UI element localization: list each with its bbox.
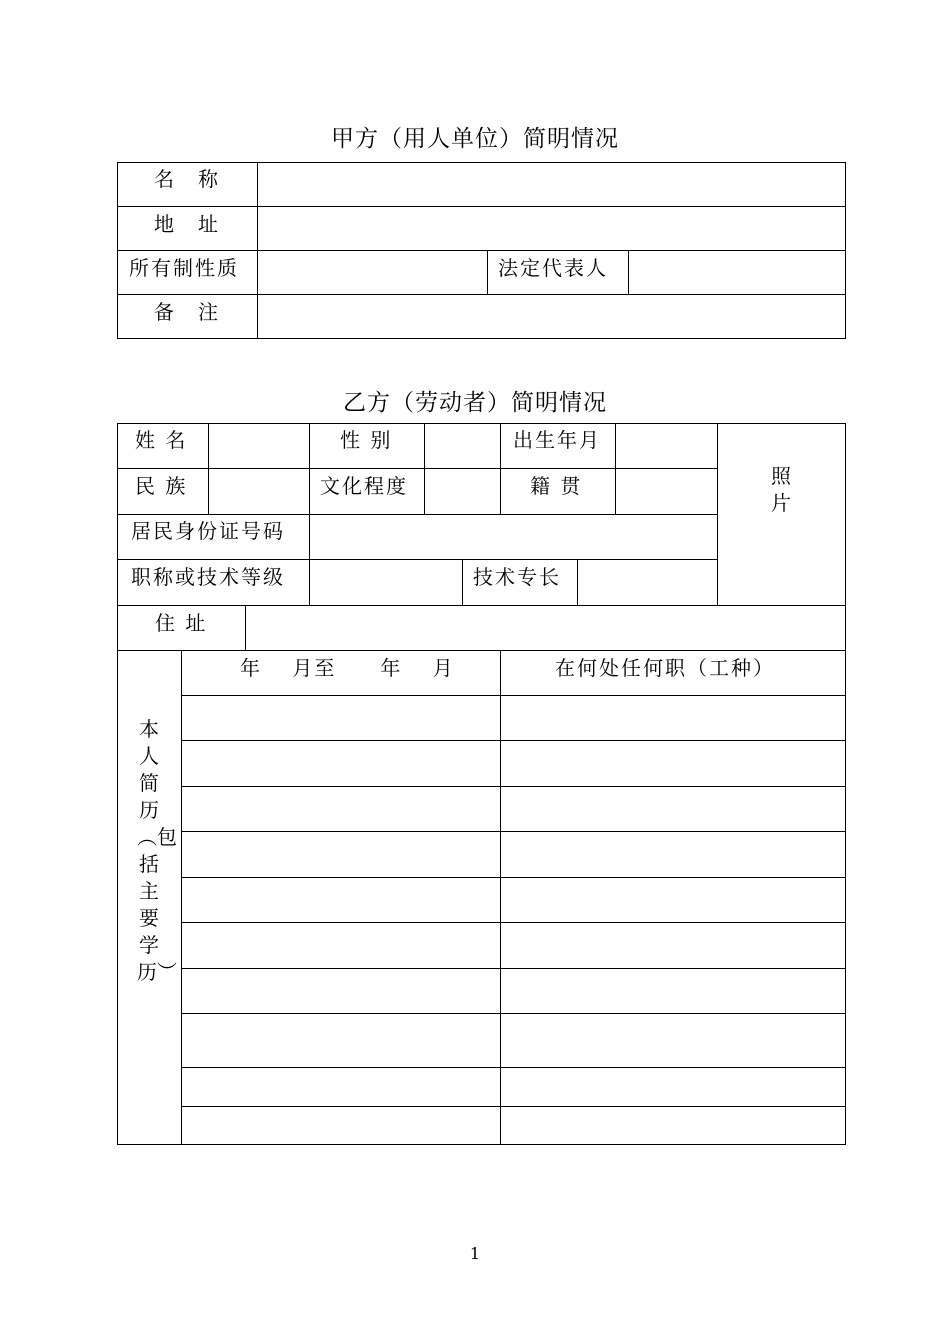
native-place-label: 籍 贯	[530, 474, 583, 498]
period-header: 年 月至 年 月	[240, 656, 455, 680]
page-number: 1	[469, 1244, 481, 1263]
resume-label: 本人简历︵包括主要学历︶	[137, 717, 177, 984]
party-b-address-label: 住 址	[155, 611, 208, 635]
birth-label: 出生年月	[513, 428, 601, 452]
id-number-label: 居民身份证号码	[131, 519, 285, 543]
photo-label: 照片	[771, 464, 791, 515]
title-level-label: 职称或技术等级	[131, 565, 285, 589]
party-a-address-label: 地 址	[154, 212, 220, 236]
ownership-label: 所有制性质	[129, 256, 239, 280]
party-b-title: 乙方（劳动者）简明情况	[343, 390, 607, 416]
gender-label: 性 别	[340, 428, 393, 452]
ethnicity-label: 民 族	[135, 474, 188, 498]
party-a-title: 甲方（用人单位）简明情况	[331, 126, 619, 152]
specialty-label: 技术专长	[473, 565, 561, 589]
position-header: 在何处任何职（工种）	[555, 656, 775, 680]
party-b-name-label: 姓 名	[135, 428, 188, 452]
education-label: 文化程度	[320, 474, 408, 498]
remarks-label: 备 注	[154, 300, 220, 324]
party-a-name-label: 名 称	[154, 167, 220, 191]
legal-rep-label: 法定代表人	[498, 256, 608, 280]
